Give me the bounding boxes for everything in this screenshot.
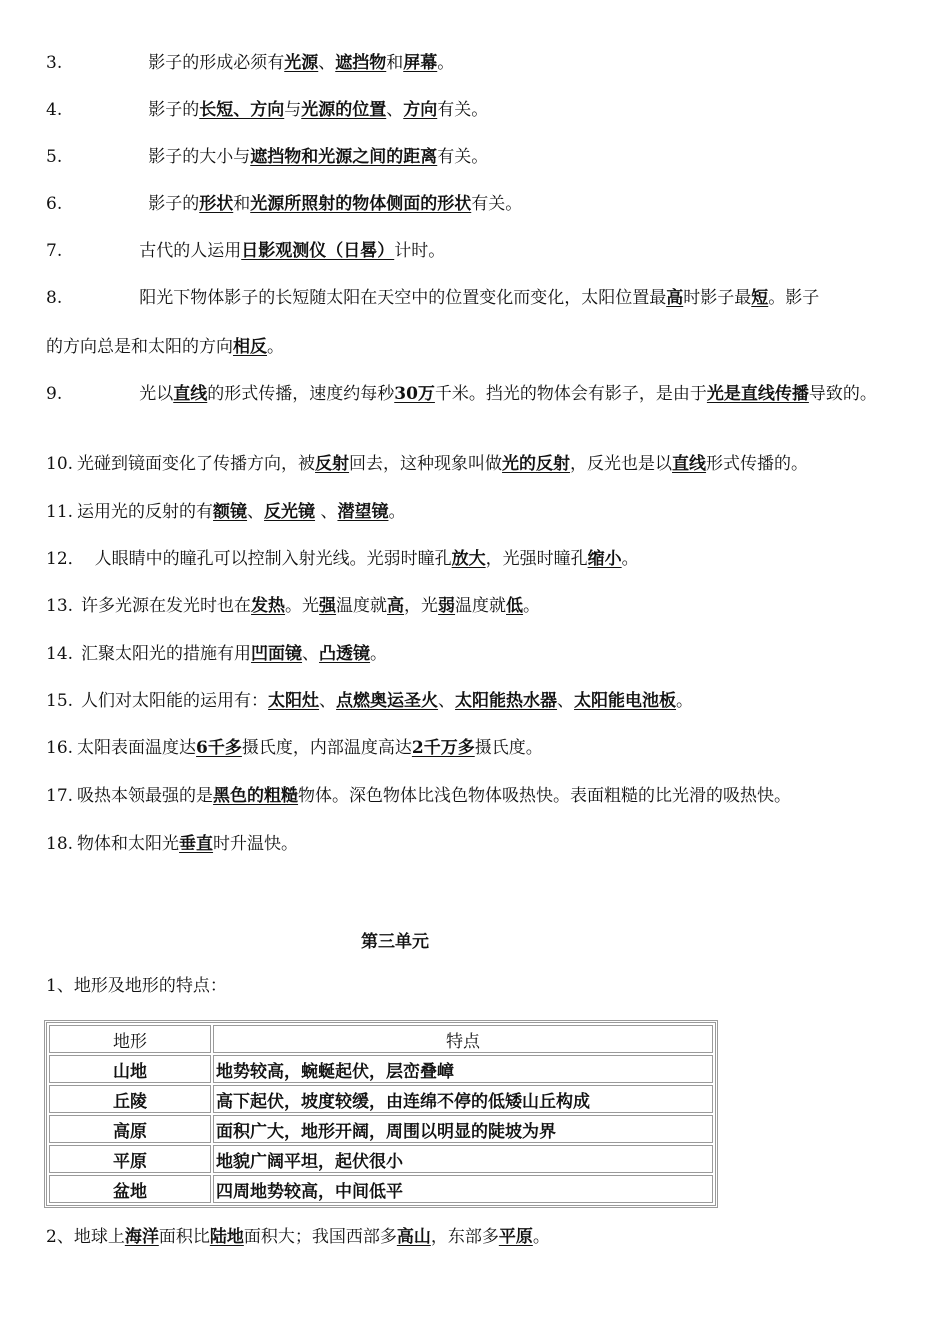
terrain-feature-cell: 地貌广阔平坦，起伏很小 [213, 1145, 713, 1173]
text-segment: 、 [438, 691, 456, 711]
table-row [49, 1175, 713, 1203]
answer-keyword: 光源的位置 [301, 100, 387, 120]
text-segment: 回去，这种现象叫做 [349, 454, 503, 474]
item-number: 17. [46, 786, 74, 806]
item-number: 6. [46, 194, 63, 214]
text-segment: 、 [247, 502, 265, 522]
table-row [49, 1085, 713, 1113]
list-item [46, 51, 910, 75]
text-segment: 光以 [139, 384, 174, 404]
list-item [46, 239, 910, 263]
answer-keyword: 额镜 [213, 502, 248, 522]
text-segment: ，光 [404, 596, 439, 616]
answer-keyword: 发热 [251, 596, 286, 616]
text-segment: 和 [386, 53, 404, 73]
item-number: 4. [46, 100, 63, 120]
text-segment: ，光强时瞳孔 [485, 549, 588, 569]
text-segment: 。影子 [768, 288, 820, 308]
text-segment: 。 [437, 53, 455, 73]
answer-keyword: 光源所照射的物体侧面的形状 [250, 194, 472, 214]
terrain-table [44, 1020, 718, 1208]
text-segment: 。 [621, 549, 639, 569]
answer-keyword: 高 [387, 596, 405, 616]
question-2 [46, 1225, 910, 1249]
text-segment: 面积比 [158, 1227, 210, 1247]
text-segment: 古代的人运用 [139, 241, 242, 261]
text-segment: ，反光也是以 [570, 454, 673, 474]
item-number: 3. [46, 53, 63, 73]
answer-keyword: 太阳能电池板 [574, 691, 677, 711]
answer-keyword: 黑色的粗糙 [213, 786, 299, 806]
text-segment: 温度就 [455, 596, 507, 616]
list-item [46, 335, 910, 359]
terrain-feature-cell: 地势较高，蜿蜒起伏，层峦叠嶂 [213, 1055, 713, 1083]
text-segment: ，东部多 [430, 1227, 499, 1247]
list-item [46, 500, 910, 524]
text-segment: 。 [267, 337, 284, 357]
answer-keyword: 长短、方向 [199, 100, 285, 120]
answer-keyword: 光的反射 [502, 454, 571, 474]
terrain-feature-cell: 面积广大，地形开阔，周围以明显的陡坡为界 [213, 1115, 713, 1143]
item-number: 12． [46, 549, 85, 569]
answer-keyword: 低 [506, 596, 524, 616]
item-number: 11. [46, 502, 74, 522]
text-segment: 物体和太阳光 [77, 834, 180, 854]
answer-keyword: 短 [751, 288, 769, 308]
text-segment: 摄氏度。 [474, 738, 543, 758]
answer-keyword: 点燃奥运圣火 [336, 691, 439, 711]
text-segment: 阳光下物体影子的长短随太阳在天空中的位置变化而变化，太阳位置最 [139, 288, 667, 308]
text-segment: 汇聚太阳光的措施有用 [81, 644, 252, 664]
text-segment: 计时。 [394, 241, 446, 261]
text-segment: 与 [284, 100, 302, 120]
text-segment: 、 [318, 53, 336, 73]
text-segment: 和 [233, 194, 251, 214]
terrain-name-cell: 平原 [49, 1145, 211, 1173]
answer-keyword: 海洋 [124, 1227, 159, 1247]
item-number: 16. [46, 738, 74, 758]
text-segment: 2、地球上 [46, 1227, 125, 1247]
text-segment: 。 [676, 691, 694, 711]
answer-keyword: 方向 [403, 100, 438, 120]
text-segment: 许多光源在发光时也在 [81, 596, 252, 616]
answer-keyword: 屏幕 [403, 53, 438, 73]
answer-keyword: 日影观测仪（日晷） [241, 241, 395, 261]
text-segment: 导致的。 [808, 384, 877, 404]
text-segment: 太阳表面温度达 [77, 738, 197, 758]
table-row [49, 1145, 713, 1173]
terrain-name-cell: 高原 [49, 1115, 211, 1143]
answer-keyword: 光源 [284, 53, 319, 73]
text-segment: 运用光的反射的有 [77, 502, 214, 522]
terrain-feature-cell: 高下起伏，坡度较缓，由连绵不停的低矮山丘构成 [213, 1085, 713, 1113]
text-segment: 。光 [285, 596, 320, 616]
item-number: 18. [46, 834, 74, 854]
text-segment: 人们对太阳能的运用有： [81, 691, 269, 711]
list-item [46, 145, 910, 169]
item-number: 8. [46, 288, 63, 308]
list-item [46, 452, 910, 476]
answer-keyword: 反光镜 [264, 502, 316, 522]
answer-keyword: 高 [666, 288, 684, 308]
answer-keyword: 太阳能热水器 [455, 691, 558, 711]
text-segment: 影子的大小与 [148, 147, 251, 167]
table-row [49, 1115, 713, 1143]
text-segment: 人眼睛中的瞳孔可以控制入射光线。光弱时瞳孔 [94, 549, 452, 569]
list-item [46, 832, 910, 856]
text-segment: 、 [302, 644, 320, 664]
text-segment: 时升温快。 [213, 834, 299, 854]
list-item [46, 192, 910, 216]
text-segment: 吸热本领最强的是 [77, 786, 214, 806]
table-row [49, 1055, 713, 1083]
item-number: 7. [46, 241, 63, 261]
text-segment: 。 [370, 644, 388, 664]
text-segment: 温度就 [336, 596, 388, 616]
text-segment: 面积大；我国西部多 [243, 1227, 397, 1247]
item-number: 10. [46, 454, 74, 474]
list-item [46, 642, 910, 666]
text-segment: 。 [388, 502, 406, 522]
list-item [46, 784, 910, 808]
answer-keyword: 直线 [173, 384, 208, 404]
text-segment: 影子的 [148, 100, 200, 120]
answer-keyword: 高山 [396, 1227, 431, 1247]
text-segment: 影子的 [148, 194, 200, 214]
item-number: 15. [46, 691, 74, 711]
column-header: 特点 [213, 1025, 713, 1053]
answer-keyword: 凹面镜 [251, 644, 303, 664]
answer-keyword: 陆地 [209, 1227, 244, 1247]
text-segment: 有关。 [437, 147, 489, 167]
list-item [46, 736, 910, 760]
terrain-name-cell: 丘陵 [49, 1085, 211, 1113]
answer-keyword: 弱 [438, 596, 456, 616]
answer-keyword: 光是直线传播 [706, 384, 809, 404]
terrain-name-cell: 盆地 [49, 1175, 211, 1203]
terrain-name-cell: 山地 [49, 1055, 211, 1083]
text-segment: 有关。 [437, 100, 489, 120]
item-number: 13. [46, 596, 74, 616]
list-item [46, 547, 910, 571]
answer-keyword: 缩小 [587, 549, 622, 569]
answer-keyword: 强 [319, 596, 337, 616]
answer-keyword: 遮挡物 [335, 53, 387, 73]
answer-keyword: 垂直 [179, 834, 214, 854]
list-item [46, 689, 910, 713]
column-header: 地形 [49, 1025, 211, 1053]
text-segment: 影子的形成必须有 [148, 53, 285, 73]
answer-keyword: 形状 [199, 194, 234, 214]
answer-keyword: 放大 [451, 549, 486, 569]
table-header-row [49, 1025, 713, 1053]
answer-keyword: 2千万多 [411, 738, 475, 758]
question-1: 1、地形及地形的特点： [46, 976, 227, 996]
text-segment: 。 [532, 1227, 550, 1247]
text-segment: 摄氏度，内部温度高达 [241, 738, 412, 758]
list-item [46, 594, 910, 618]
answer-keyword: 潜望镜 [337, 502, 389, 522]
answer-keyword: 反射 [315, 454, 350, 474]
text-segment: 、 [386, 100, 404, 120]
text-segment: 物体。深色物体比浅色物体吸热快。表面粗糙的比光滑的吸热快。 [298, 786, 792, 806]
text-segment: 光碰到镜面变化了传播方向，被 [77, 454, 316, 474]
answer-keyword: 相反 [233, 337, 267, 357]
text-segment: 的形式传播，速度约每秒 [207, 384, 395, 404]
text-segment: 、 [557, 691, 575, 711]
list-item [46, 98, 910, 122]
text-segment: 。 [523, 596, 541, 616]
answer-keyword: 凸透镜 [319, 644, 371, 664]
list-item [46, 382, 910, 406]
text-segment: 千米。挡光的物体会有影子，是由于 [434, 384, 707, 404]
answer-keyword: 平原 [498, 1227, 533, 1247]
answer-keyword: 30万 [394, 384, 435, 404]
text-segment: 时影子最 [683, 288, 752, 308]
unit-title: 第三单元 [361, 932, 429, 952]
answer-keyword: 6千多 [196, 738, 242, 758]
text-segment: 形式传播的。 [706, 454, 809, 474]
item-number: 14. [46, 644, 74, 664]
text-segment: 的方向总是和太阳的方向 [46, 337, 233, 357]
text-segment: 有关。 [471, 194, 523, 214]
text-segment: 、 [319, 691, 337, 711]
item-number: 9. [46, 384, 63, 404]
answer-keyword: 遮挡物和光源之间的距离 [250, 147, 438, 167]
answer-keyword: 直线 [672, 454, 707, 474]
item-number: 5. [46, 147, 63, 167]
answer-keyword: 太阳灶 [268, 691, 320, 711]
list-item [46, 286, 910, 310]
terrain-feature-cell: 四周地势较高，中间低平 [213, 1175, 713, 1203]
text-segment: 、 [315, 502, 338, 522]
